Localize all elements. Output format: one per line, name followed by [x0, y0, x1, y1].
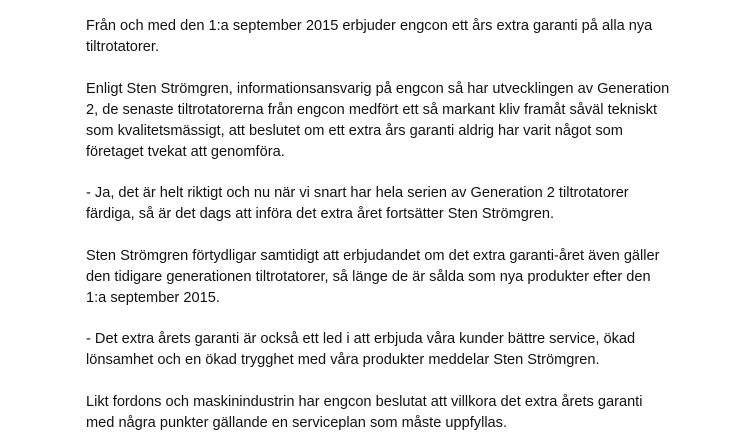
text-line: företaget tvekat att genomföra. [86, 144, 285, 160]
text-line: 2, de senaste tiltrotatorerna från engcon medfört ett så markant kliv framåt såväl tekniskt [86, 102, 658, 118]
paragraph-3 [86, 183, 629, 225]
paragraph-4 [86, 246, 660, 309]
text-line: 1:a september 2015. [86, 290, 220, 306]
paragraph-6 [86, 392, 642, 434]
text-line: med några punkter gällande en serviceplan som måste uppfyllas. [86, 415, 508, 431]
text-line: Från och med den 1:a september 2015 erbjuder engcon ett års extra garanti på alla nya [86, 18, 653, 34]
text-line: - Ja, det är helt riktigt och nu när vi snart har hela serien av Generation 2 tiltrotatorer [86, 185, 629, 201]
paragraph-5 [86, 329, 635, 371]
text-line: Sten Strömgren förtydligar samtidigt att erbjudandet om det extra garanti-året även gäller [86, 248, 660, 264]
text-line: Likt fordons och maskinindustrin har engcon beslutat att villkora det extra årets garanti [86, 394, 643, 410]
text-line: - Det extra årets garanti är också ett led i att erbjuda våra kunder bättre service, ökad [86, 331, 636, 347]
paragraph-2 [86, 79, 669, 163]
text-line: Enligt Sten Strömgren, informationsansvarig på engcon så har utvecklingen av Generation [86, 81, 670, 97]
paragraph-1 [86, 16, 652, 58]
text-line: som kvalitetsmässigt, att beslutet om ett extra års garanti aldrig har varit något som [86, 123, 623, 139]
text-line: tiltrotatorer. [86, 39, 159, 55]
text-line: färdiga, så är det dags att införa det extra året fortsätter Sten Strömgren. [86, 206, 555, 222]
text-line: lönsamhet och en ökad trygghet med våra produkter meddelar Sten Strömgren. [86, 352, 600, 368]
text-line: den tidigare generationen tiltrotatorer, så länge de är sålda som nya produkter efter den [86, 269, 651, 285]
